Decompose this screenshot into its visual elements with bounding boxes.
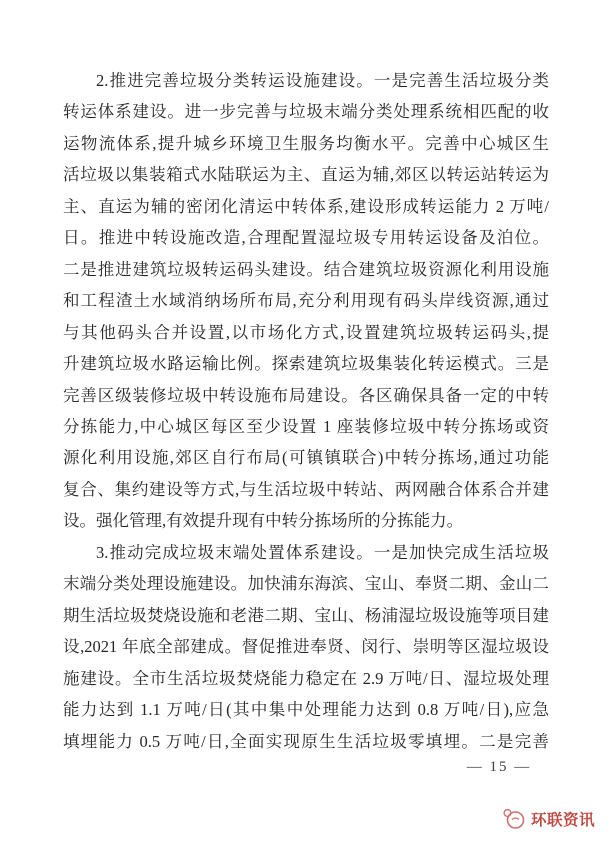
document-body	[63, 65, 549, 757]
text-line: 2.推进完善垃圾分类转运设施建设。一是完善生活垃圾分类	[96, 71, 549, 90]
huanlian-logo-icon	[502, 807, 526, 831]
text-line: 升建筑垃圾水路运输比例。探索建筑垃圾集装化转运模式。三是	[63, 354, 549, 374]
text-line: 设,2021 年底全部建成。督促推进奉贤、闵行、崇明等区湿垃圾设	[63, 637, 549, 657]
text-line: 末端分类处理设施建设。加快浦东海滨、宝山、奉贤二期、金山二	[63, 574, 549, 594]
text-line: 日。推进中转设施改造,合理配置湿垃圾专用转运设备及泊位。	[63, 228, 549, 248]
text-line: 运物流体系,提升城乡环境卫生服务均衡水平。完善中心城区生	[63, 133, 549, 153]
text-line: 活垃圾以集装箱式水陆联运为主、直运为辅,郊区以转运站转运为	[63, 165, 549, 185]
text-line: 能力达到 1.1 万吨/日(其中集中处理能力达到 0.8 万吨/日),应急	[63, 700, 549, 720]
text-line: 转运体系建设。进一步完善与垃圾末端分类处理系统相匹配的收	[63, 102, 549, 122]
text-line: 3.推动完成垃圾末端处置体系建设。一是加快完成生活垃圾	[96, 542, 549, 562]
paragraph-transfer-facilities	[63, 65, 549, 537]
text-line: 设。强化管理,有效提升现有中转分拣场所的分拣能力。	[63, 511, 464, 531]
brand-name: 环联资讯	[531, 812, 596, 829]
text-line: 源化利用设施,郊区自行布局(可镇镇联合)中转分拣场,通过功能	[63, 448, 549, 468]
text-line: 期生活垃圾焚烧设施和老港二期、宝山、杨浦湿垃圾设施等项目建	[63, 605, 549, 625]
paragraph-end-disposal	[63, 537, 549, 757]
text-line: 和工程渣土水域消纳场所布局,充分利用现有码头岸线资源,通过	[63, 291, 549, 311]
text-line: 复合、集约建设等方式,与生活垃圾中转站、两网融合体系合并建	[63, 479, 549, 499]
text-line: 施建设。全市生活垃圾焚烧能力稳定在 2.9 万吨/日、湿垃圾处理	[63, 668, 549, 688]
brand-watermark	[502, 807, 595, 831]
text-line: 与其他码头合并设置,以市场化方式,设置建筑垃圾转运码头,提	[63, 322, 549, 342]
text-line: 二是推进建筑垃圾转运码头建设。结合建筑垃圾资源化利用设施	[63, 259, 549, 279]
text-line: 主、直运为辅的密闭化清运中转体系,建设形成转运能力 2 万吨/	[63, 196, 549, 216]
text-line: 填埋能力 0.5 万吨/日,全面实现原生生活垃圾零填埋。二是完善	[63, 731, 549, 751]
text-line: 完善区级装修垃圾中转设施布局建设。各区确保具备一定的中转	[63, 385, 549, 405]
text-line: 分拣能力,中心城区每区至少设置 1 座装修垃圾中转分拣场或资	[63, 416, 549, 436]
page-number: — 15 —	[466, 759, 532, 775]
